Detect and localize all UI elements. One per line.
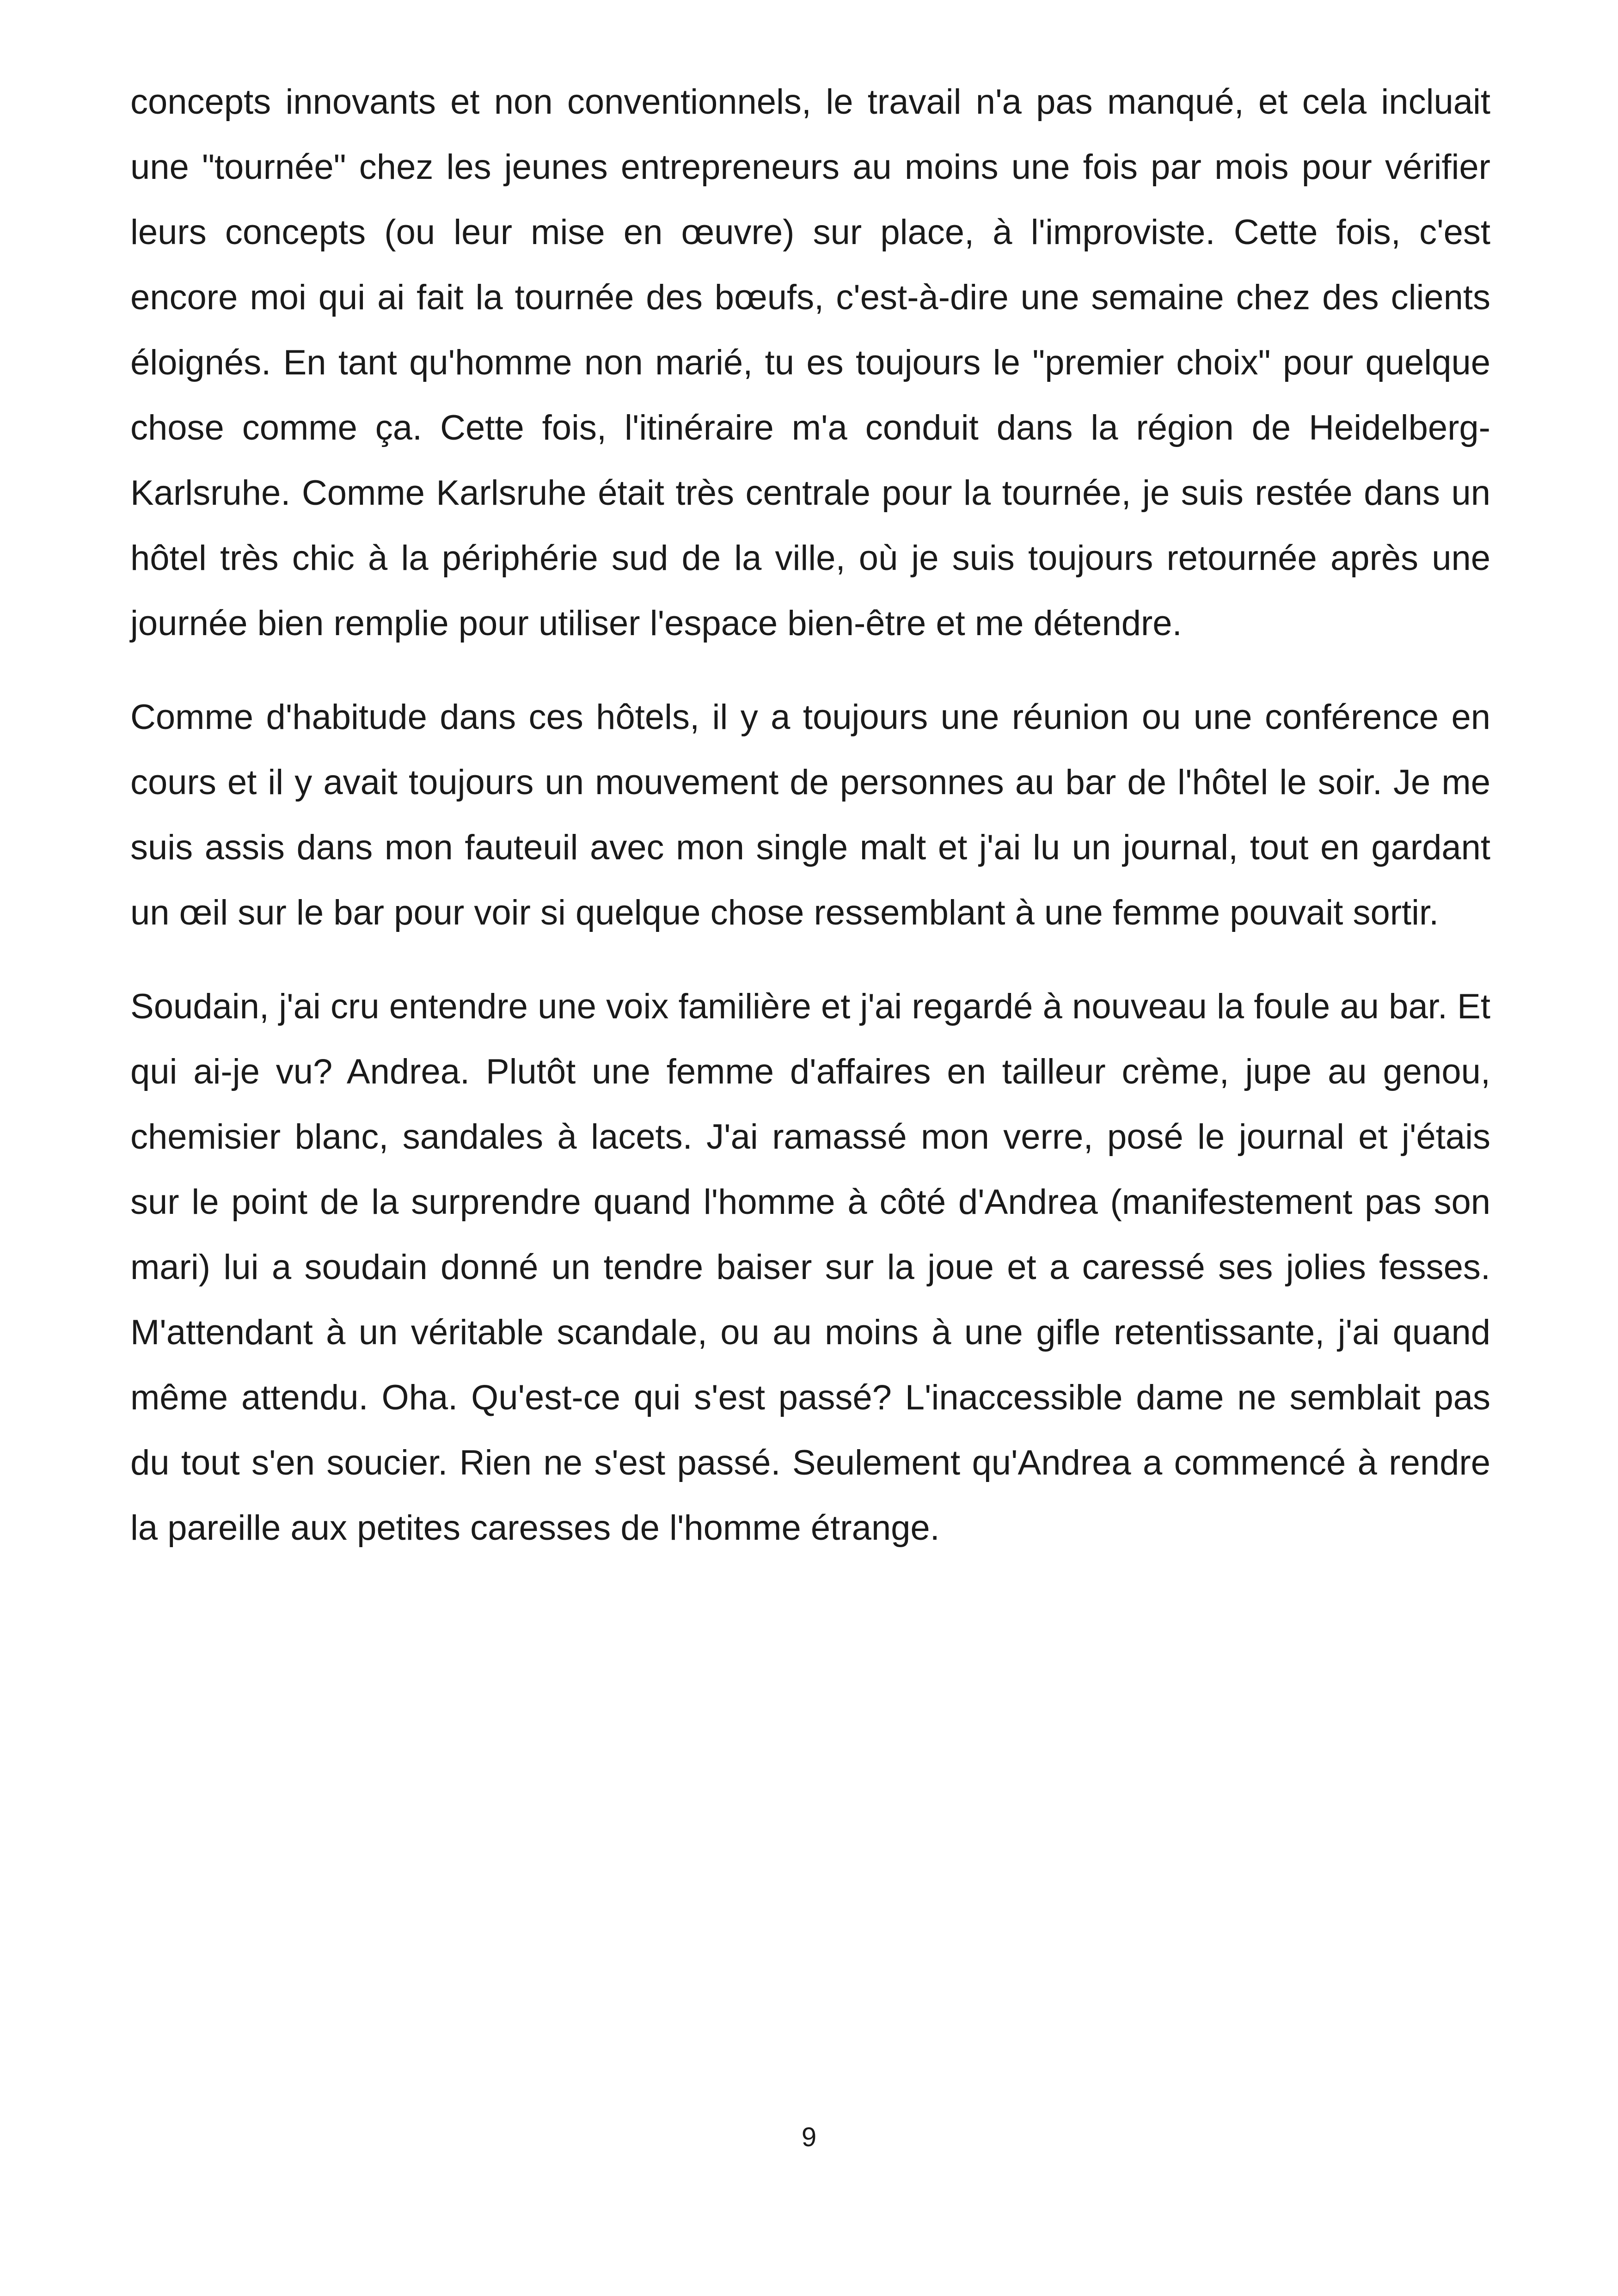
page-number: 9 bbox=[801, 2122, 817, 2152]
paragraph-3: Soudain, j'ai cru entendre une voix familière et j'ai regardé à nouveau la foule au bar. Et qui ai-je vu? Andrea. Plutôt une femme d'affaires en tailleur crème, jupe au genou, chemisier blanc, sandales à lacets. J'ai ramassé mon verre, posé le journal et j'étais sur le point de la surprendre quand l'homme à côté d'Andrea (manifestement pas son mari) lui a soudain donné un tendre baiser sur la joue et a caressé ses jolies fesses. M'attendant à un véritable scandale, ou au moins à une gifle retentissante, j'ai quand même attendu. Oha. Qu'est-ce qui s'est passé? L'inaccessible dame ne semblait pas du tout s'en soucier. Rien ne s'est passé. Seulement qu'Andrea a commencé à rendre la pareille aux petites caresses de l'homme étrange. bbox=[130, 987, 1490, 1548]
body-text bbox=[130, 69, 1490, 1589]
paragraph-1: concepts innovants et non conventionnels, le travail n'a pas manqué, et cela incluait une "tournée" chez les jeunes entrepreneurs au moins une fois par mois pour vérifier leurs concepts (ou leur mise en œuvre) sur place, à l'improviste. Cette fois, c'est encore moi qui ai fait la tournée des bœufs, c'est-à-dire une semaine chez des clients éloignés. En tant qu'homme non marié, tu es toujours le "premier choix" pour quelque chose comme ça. Cette fois, l'itinéraire m'a conduit dans la région de Heidelberg-Karlsruhe. Comme Karlsruhe était très centrale pour la tournée, je suis restée dans un hôtel très chic à la périphérie sud de la ville, où je suis toujours retournée après une journée bien remplie pour utiliser l'espace bien-être et me détendre. bbox=[130, 82, 1490, 643]
paragraph-2: Comme d'habitude dans ces hôtels, il y a toujours une réunion ou une conférence en cours et il y avait toujours un mouvement de personnes au bar de l'hôtel le soir. Je me suis assis dans mon fauteuil avec mon single malt et j'ai lu un journal, tout en gardant un œil sur le bar pour voir si quelque chose ressemblant à une femme pouvait sortir. bbox=[130, 698, 1490, 932]
